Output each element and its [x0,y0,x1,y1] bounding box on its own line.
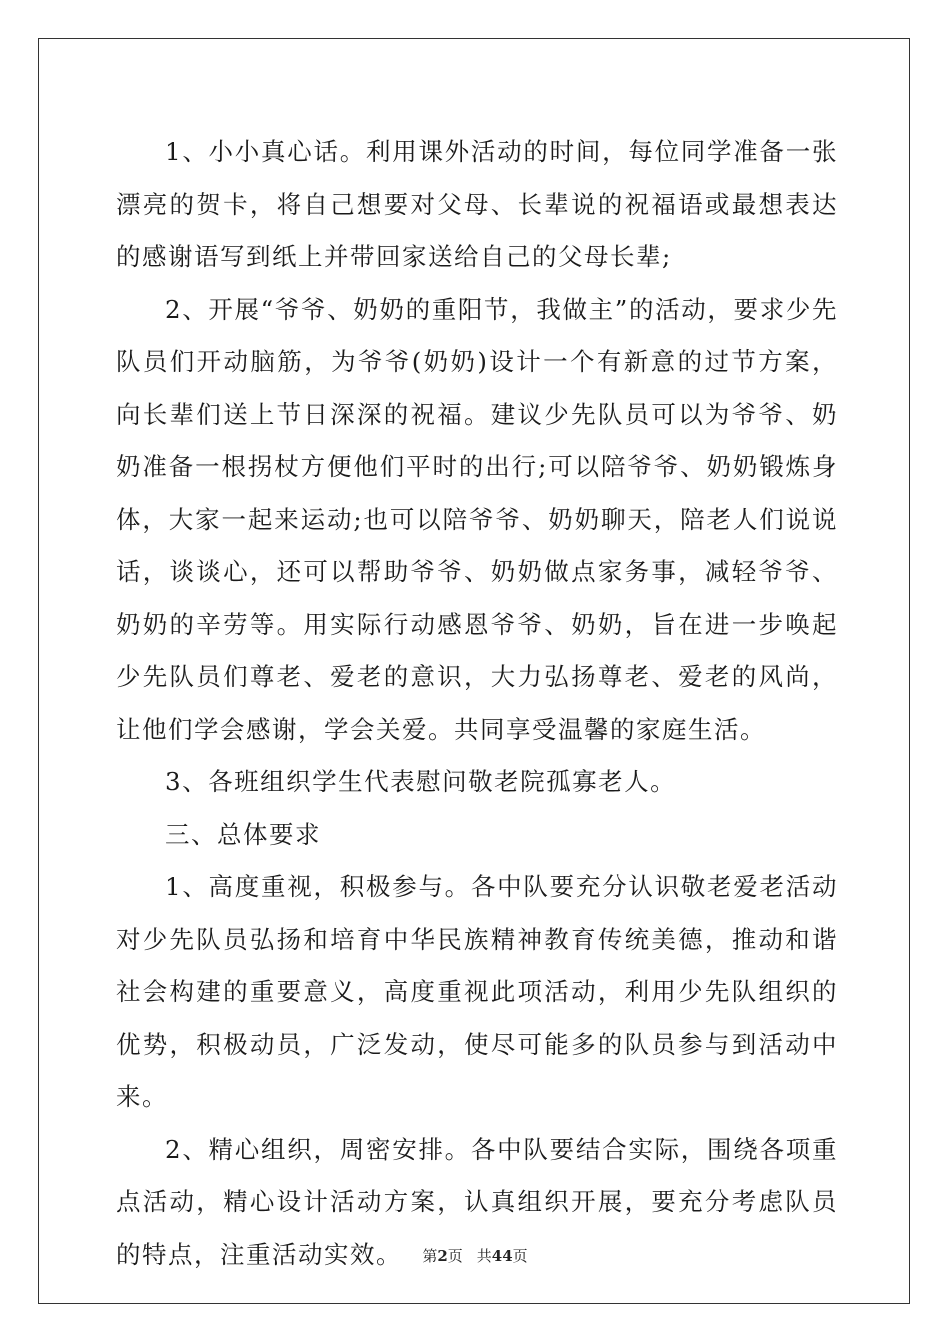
footer-total-pages: 44 [491,1247,513,1265]
footer-total-suffix: 页 [512,1247,528,1265]
paragraph-3: 3、各班组织学生代表慰问敬老院孤寡老人。 [165,767,677,796]
footer-prefix: 第 [422,1247,438,1265]
footer-total-prefix: 共 [476,1247,492,1265]
paragraph-2: 2、开展“爷爷、奶奶的重阳节，我做主”的活动，要求少先队员们开动脑筋，为爷爷(奶奶)设计一个有新意的过节方案，向长辈们送上节日深深的祝福。建议少先队员可以为爷爷、奶奶准备一根拐杖方便他们平时的出行;可以陪爷爷、奶奶锻炼身体，大家一起来运动;也可以陪爷爷、奶奶聊天，陪老人们说说话，谈谈心，还可以帮助爷爷、奶奶做点家务事，减轻爷爷、奶奶的辛劳等。用实际行动感恩爷爷、奶奶，旨在进一步唤起少先队员们尊老、爱老的意识，大力弘扬尊老、爱老的风尚，让他们学会感谢，学会关爱。共同享受温馨的家庭生活。 [116,294,838,744]
page-footer [0,1245,950,1266]
document-body [116,126,838,1281]
paragraph-1: 1、小小真心话。利用课外活动的时间，每位同学准备一张漂亮的贺卡，将自己想要对父母、长辈说的祝福语或最想表达的感谢语写到纸上并带回家送给自己的父母长辈; [116,137,838,271]
section-heading: 三、总体要求 [165,819,321,849]
paragraph-5: 2、精心组织，周密安排。各中队要结合实际，围绕各项重点活动，精心设计活动方案，认真组织开展，要充分考虑队员的特点，注重活动实效。 [116,1134,838,1269]
paragraph-4: 1、高度重视，积极参与。各中队要充分认识敬老爱老活动对少先队员弘扬和培育中华民族精神教育传统美德，推动和谐社会构建的重要意义，高度重视此项活动，利用少先队组织的优势，积极动员，广泛发动，使尽可能多的队员参与到活动中来。 [116,872,838,1111]
footer-page-suffix: 页 [447,1247,463,1265]
footer-page-number: 2 [437,1247,448,1265]
